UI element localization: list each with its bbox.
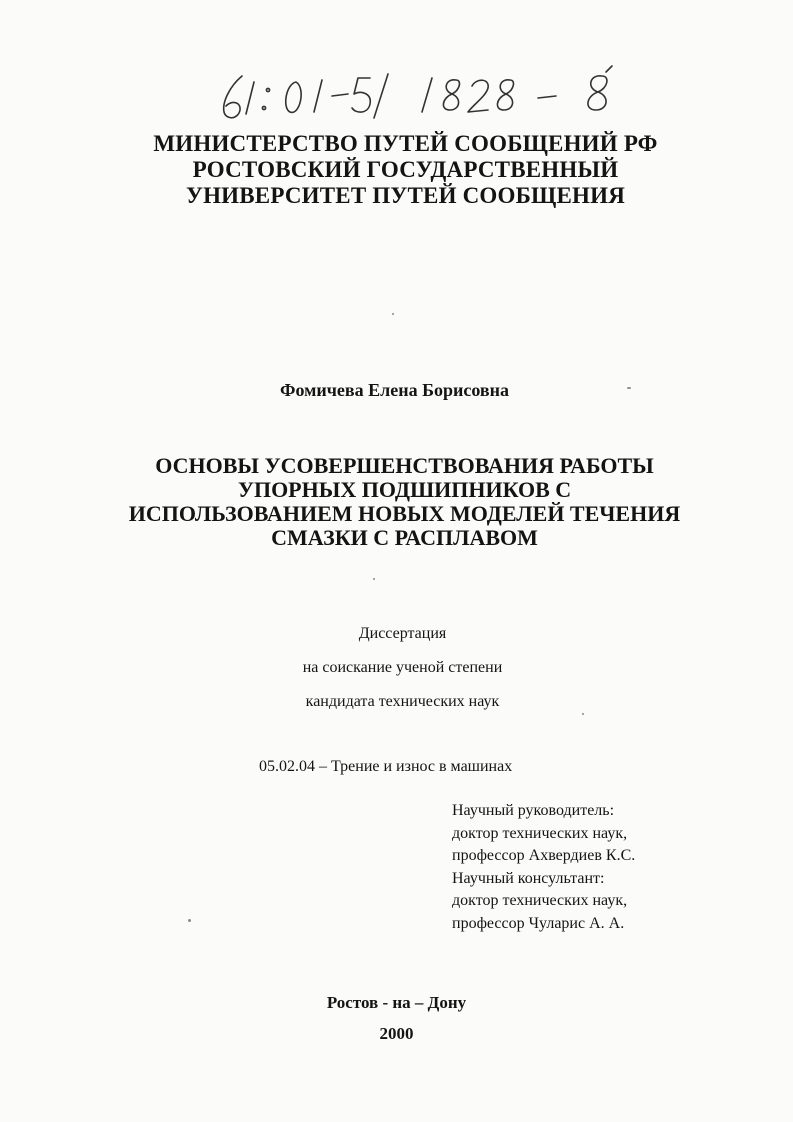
ministry-line: РОСТОВСКИЙ ГОСУДАРСТВЕННЫЙ: [192, 157, 619, 182]
degree-block: [0, 625, 793, 727]
title-line: УПОРНЫХ ПОДШИПНИКОВ С: [237, 477, 572, 502]
ministry-header: [0, 131, 793, 209]
ministry-line: МИНИСТЕРСТВО ПУТЕЙ СООБЩЕНИЙ РФ: [153, 131, 658, 156]
handwritten-archive-number: [210, 62, 650, 132]
scan-speck: [392, 313, 394, 315]
advisor-line: профессор Ахвердиев К.С.: [452, 847, 636, 864]
title-line: ИСПОЛЬЗОВАНИЕМ НОВЫХ МОДЕЛЕЙ ТЕЧЕНИЯ: [128, 501, 681, 526]
publication-year: 2000: [379, 1024, 414, 1043]
advisor-line: Научный консультант:: [452, 869, 605, 887]
dissertation-title: [0, 454, 793, 550]
title-line: ОСНОВЫ УСОВЕРШЕНСТВОВАНИЯ РАБОТЫ: [155, 453, 654, 478]
degree-line: на соискание ученой степени: [302, 659, 503, 676]
advisor-line: доктор технических наук,: [452, 824, 628, 842]
scan-speck: [582, 713, 584, 715]
specialty-code: 05.02.04 – Трение и износ в машинах: [259, 758, 513, 775]
advisor-line: профессор Чуларис А. А.: [452, 914, 625, 932]
title-line: СМАЗКИ С РАСПЛАВОМ: [271, 525, 538, 550]
scan-speck: [627, 387, 631, 389]
advisor-line: Научный руководитель:: [452, 802, 615, 819]
ministry-line: УНИВЕРСИТЕТ ПУТЕЙ СООБЩЕНИЯ: [185, 183, 626, 208]
handwriting-strokes: [210, 62, 650, 132]
publication-city: Ростов - на – Дону: [326, 993, 467, 1012]
scan-speck: [188, 919, 191, 922]
advisor-line: доктор технических наук,: [452, 892, 628, 909]
degree-line: Диссертация: [358, 625, 447, 642]
advisors-block: [452, 800, 635, 935]
scan-speck: [373, 578, 375, 580]
author-name: Фомичева Елена Борисовна: [280, 380, 509, 400]
degree-line: кандидата технических наук: [305, 693, 500, 710]
